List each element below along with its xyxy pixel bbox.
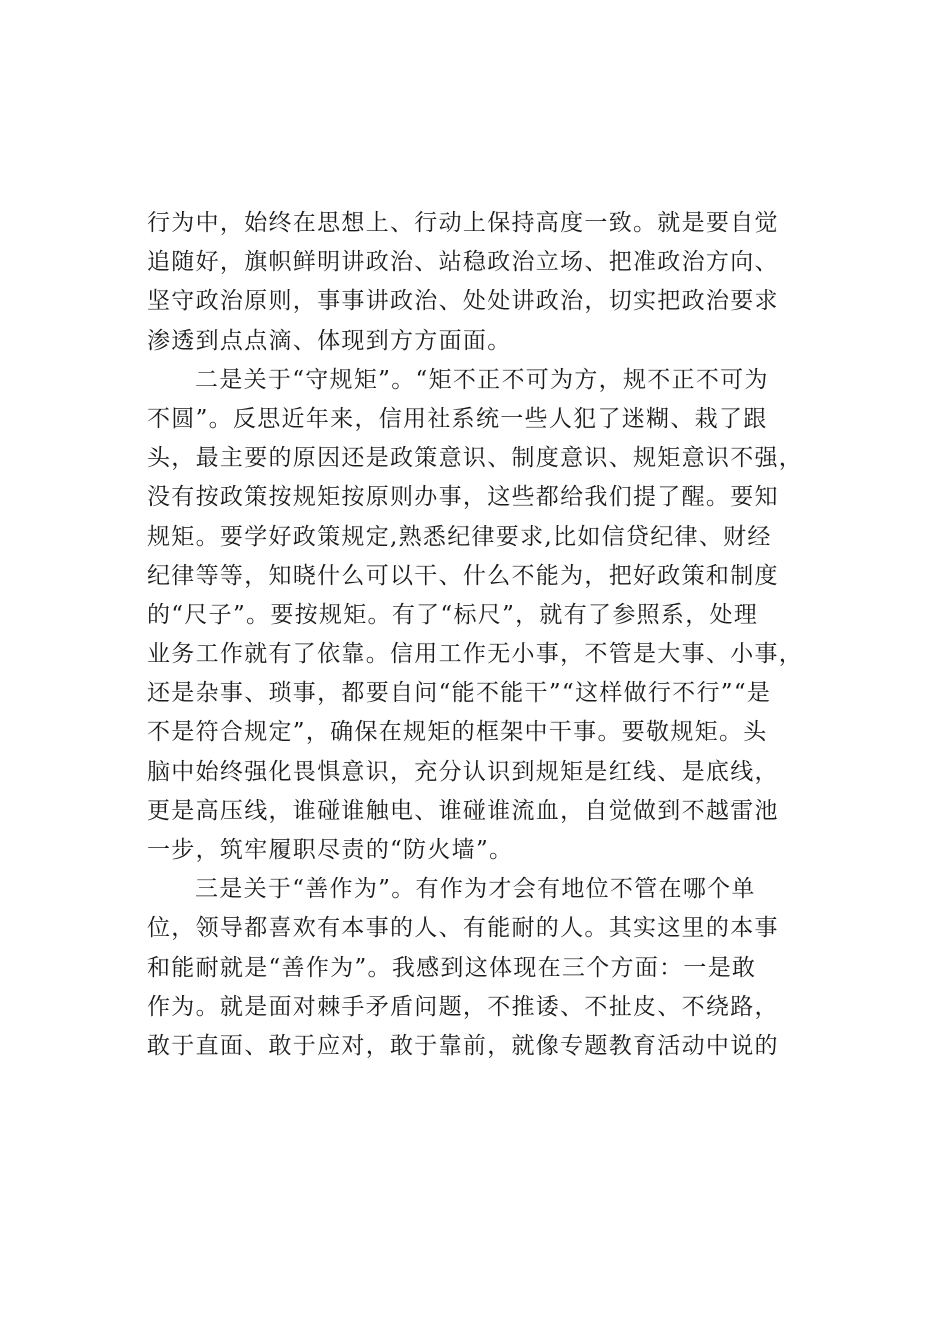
text-line: 行为中，始终在思想上、行动上保持高度一致。就是要自觉: [147, 210, 779, 236]
text-line: 作为。就是面对棘手矛盾问题，不推诿、不扯皮、不绕路，: [147, 993, 779, 1020]
text-line: 脑中始终强化畏惧意识，充分认识到规矩是红线、是底线，: [147, 758, 779, 785]
text-line: 纪律等等，知晓什么可以干、什么不能为，把好政策和制度: [147, 562, 779, 589]
text-line: 敢于直面、敢于应对，敢于靠前，就像专题教育活动中说的: [147, 1032, 779, 1059]
text-line: 头，最主要的原因还是政策意识、制度意识、规矩意识不强，: [147, 445, 804, 472]
document-body: [147, 204, 867, 1066]
text-line: 一步，筑牢履职尽责的“防火墙”。: [147, 837, 514, 863]
text-line: 更是高压线，谁碰谁触电、谁碰谁流血，自觉做到不越雷池: [147, 797, 779, 824]
paragraph-first-line: 二是关于“守规矩”。“矩不正不可为方，规不正不可为: [195, 366, 769, 393]
text-line: 位，领导都喜欢有本事的人、有能耐的人。其实这里的本事: [147, 915, 779, 942]
text-line: 和能耐就是“善作为”。我感到这体现在三个方面：一是敢: [147, 954, 757, 981]
text-line: 还是杂事、琐事，都要自问“能不能干”“这样做行不行”“是: [147, 680, 772, 707]
paragraph-first-line: 三是关于“善作为”。有作为才会有地位不管在哪个单: [195, 876, 756, 903]
text-line: 渗透到点点滴、体现到方方面面。: [147, 327, 512, 354]
text-line: 业务工作就有了依靠。信用工作无小事，不管是大事、小事，: [147, 641, 804, 668]
text-line: 的“尺子”。要按规矩。有了“标尺”，就有了参照系，处理: [147, 601, 759, 628]
text-line: 不圆”。反思近年来，信用社系统一些人犯了迷糊、栽了跟: [147, 405, 768, 432]
text-line: 坚守政治原则，事事讲政治、处处讲政治，切实把政治要求: [147, 288, 779, 315]
text-line: 规矩。要学好政策规定,熟悉纪律要求,比如信贷纪律、财经: [147, 523, 772, 550]
text-line: 追随好，旗帜鲜明讲政治、站稳政治立场、把准政治方向、: [147, 249, 779, 276]
text-line: 不是符合规定”，确保在规矩的框架中干事。要敬规矩。头: [147, 719, 768, 746]
text-line: 没有按政策按规矩按原则办事，这些都给我们提了醒。要知: [147, 484, 779, 511]
